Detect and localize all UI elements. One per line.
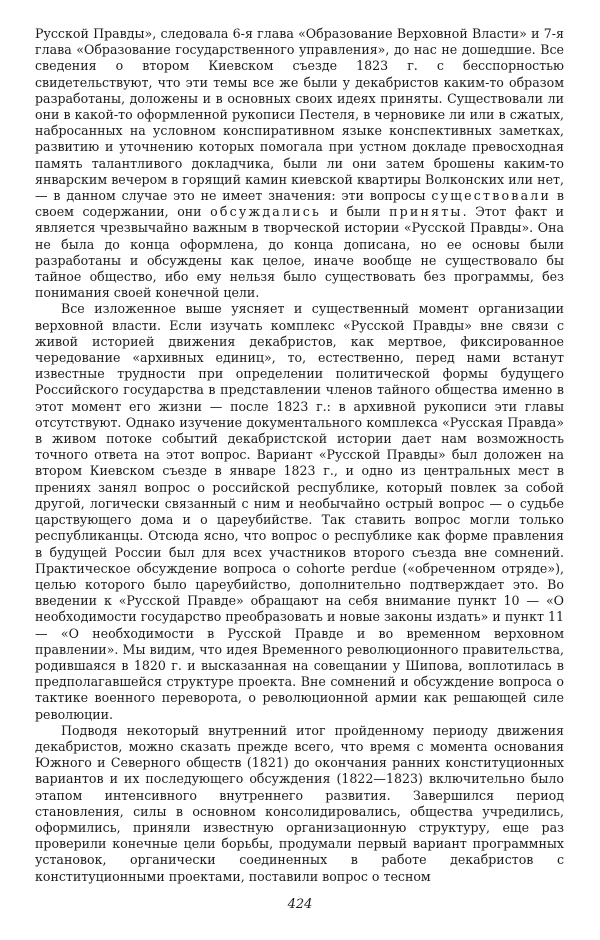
paragraph-3: Подводя некоторый внутренний итог пройденному периоду движения декабристов, можно сказать прежде всего, что время с момента основания Южного и Северного обществ (1821) до окончания ранних конституционных вариантов и их последующего обсуждения (1822—1823) включительно было этапом интенсивного внутреннего развития. Завершился период становления, силы в основном консолидировались, общества учредились, оформились, приняли известную организационную структуру, еще раз проверили конечные цели борьбы, продумали первый вариант программных установок, органически соединенных в работе декабристов с конституционными проектами, поставили вопрос о тесном xyxy=(35,722,564,884)
spaced-word-prinyaty: приняты xyxy=(389,204,463,220)
paragraph-1-part-4: . Этот факт и является чрезвычайно важным в творческой истории «Русской Правды». Она не была до конца оформлена, до конца дописана, но ее основы были разработаны и обсуждены как целое, иначе вообще не существовало бы тайное общество, ибо ему нельзя было существовать без программы, без понимания своей конечной цели. xyxy=(35,204,565,301)
spaced-word-sushchestvovali: существовали xyxy=(431,188,552,204)
paragraph-1-part-3: и были xyxy=(321,204,390,220)
paragraph-1-part-2: в своем содержании, они xyxy=(35,188,564,220)
spaced-word-obsuzhdalis: обсуждались xyxy=(210,204,322,220)
page-number: 424 xyxy=(287,897,313,912)
paragraph-1 xyxy=(35,26,564,301)
paragraph-1-part-1: Русской Правды», следовала 6-я глава «Образование Верховной Власти» и 7-я глава «Образование государственного управления», до нас не дошедшие. Все сведения о втором Киевском съезде 1823 г. с бесспорностью свидетельствуют, что эти темы все же были у декабристов каким-то образом разработаны, доложены и в основных своих идеях приняты. Существовали ли они в какой-то оформленной рукописи Пестеля, в черновике ли или в сжатых, набросанных на условном конспиративном языке конспективных заметках, развитию и уточнению которых помогала при устном докладе превосходная память талантливого докладчика, были ли они затем брошены каким-то январским вечером в горящий камин киевской квартиры Волконских или нет,— в данном случае это не имеет значения: эти вопросы xyxy=(35,26,564,204)
paragraph-2: Все изложенное выше уясняет и существенный момент организации верховной власти. Если изучать комплекс «Русской Правды» вне связи с живой историей движения декабристов, как мертвое, фиксированное чередование «архивных единиц», то, естественно, перед нами встанут известные трудности при определении политической формы будущего Российского государства в представлении членов тайного общества именно в этот момент его жизни — после 1823 г.: в архивной рукописи эти главы отсутствуют. Однако изучение документального комплекса «Русская Правда» в живом потоке событий декабристской истории дает нам возможность точного ответа на этот вопрос. Вариант «Русской Правды» был доложен на втором Киевском съезде в январе 1823 г., и одно из центральных мест в прениях занял вопрос о российской республике, который повлек за собой другой, логически связанный с ним и необычайно острый вопрос — о судьбе царствующего дома и о цареубийстве. Так ставить вопрос могли только республиканцы. Отсюда ясно, что вопрос о республике как форме правления в будущей России был для всех участников второго съезда вне сомнений. Практическое обсуждение вопроса о cohorte perdue («обреченном отряде»), целью которого было цареубийство, дополнительно подтверждает это. Во введении к «Русской Правде» обращают на себя внимание пункт 10 — «О необходимости государство преобразовать и новые законы издать» и пункт 11— «О необходимости в Русской Правде и во временном верховном правлении». Мы видим, что идея Временного революционного правительства, родившаяся в 1820 г. и высказанная на совещании у Шипова, воплотилась в предполагавшейся структуре проекта. Вне сомнений и обсуждение вопроса о тактике военного переворота, о революционной армии как решающей силе революции. xyxy=(35,301,564,722)
